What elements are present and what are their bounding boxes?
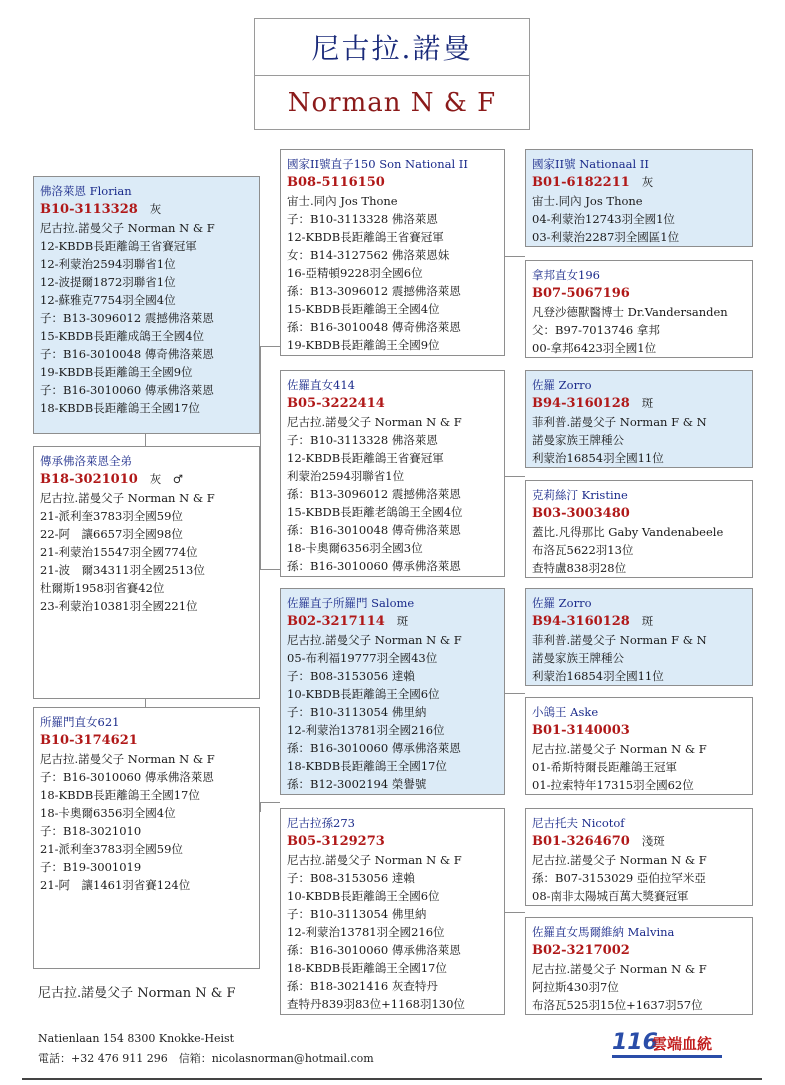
card-line: 子：B08-3153056 達賴	[287, 669, 415, 683]
card-line: 21-派利奎3783羽全國59位	[40, 842, 183, 856]
pigeon-card-granddam	[280, 370, 505, 577]
card-line: 諾曼家族王牌種公	[532, 433, 624, 447]
card-line: 18-卡奧爾6356羽全國3位	[287, 541, 423, 555]
breeder-contact: 電話：+32 476 911 296 信箱：nicolasnorman@hotmail.com	[38, 1052, 374, 1065]
card-line: 21-派利奎3783羽全國59位	[40, 509, 183, 523]
title-chinese: 尼古拉.諾曼	[255, 19, 529, 76]
pigeon-card-ggs-3	[525, 588, 753, 686]
card-header: 克莉絲汀 Kristine	[532, 488, 628, 502]
ring-number: B10-3174621	[40, 733, 138, 748]
pigeon-card-ggd-4	[525, 917, 753, 1015]
card-line: 布洛瓦525羽15位+1637羽57位	[532, 998, 703, 1012]
connector	[505, 912, 525, 913]
connector	[260, 346, 261, 569]
connector	[260, 802, 280, 803]
card-line: 孫：B07-3153029 亞伯拉罕米亞	[532, 871, 706, 885]
card-line: 21-阿 讓1461羽省賽124位	[40, 878, 191, 892]
card-line: 12-KBDB長距離鴿王省賽冠軍	[40, 239, 197, 253]
card-header: 佐羅直女414	[287, 378, 355, 392]
ring-number: B08-5116150	[287, 175, 385, 190]
card-line: 19-KBDB長距離鴿王全國9位	[40, 365, 193, 379]
card-line: 尼古拉.諾曼父子 Norman N & F	[40, 491, 215, 505]
card-line: 子：B10-3113054 佛里納	[287, 907, 427, 921]
card-line: 16-亞精頓9228羽全國6位	[287, 266, 423, 280]
card-line: 19-KBDB長距離鴿王全國9位	[287, 338, 440, 352]
pigeon-card-ggd-2	[525, 480, 753, 578]
title-box	[254, 18, 530, 130]
card-line: 子：B10-3113328 佛洛萊恩	[287, 212, 438, 226]
card-line: 23-利蒙治10381羽全國221位	[40, 599, 198, 613]
pigeon-card-ggs-2	[525, 370, 753, 468]
ring-number: B05-3129273	[287, 834, 385, 849]
card-line: 子：B10-3113054 佛里納	[287, 705, 427, 719]
card-line: 孫：B18-3021416 灰查特丹	[287, 979, 438, 993]
ring-number: B02-3217114 斑	[287, 614, 409, 629]
ring-number: B07-5067196	[532, 286, 630, 301]
card-header: 佐羅 Zorro	[532, 596, 592, 610]
card-line: 18-KBDB長距離鴿王全國17位	[40, 788, 200, 802]
card-line: 利蒙治2594羽聯省1位	[287, 469, 405, 483]
card-line: 12-KBDB長距離鴿王省賽冠軍	[287, 230, 444, 244]
connector	[260, 802, 261, 812]
card-line: 子：B16-3010048 傳奇佛洛萊恩	[40, 347, 214, 361]
card-header: 國家II號 Nationaal II	[532, 157, 649, 171]
card-line: 孫：B13-3096012 震撼佛洛萊恩	[287, 487, 461, 501]
card-line: 04-利蒙治12743羽全國1位	[532, 212, 675, 226]
card-line: 15-KBDB長距離老鴿鴿王全國4位	[287, 505, 463, 519]
card-line: 子：B19-3001019	[40, 860, 142, 874]
card-line: 18-KBDB長距離鴿王全國17位	[287, 961, 447, 975]
pigeon-card-sire	[33, 176, 260, 434]
card-line: 菲利普.諾曼父子 Norman F & N	[532, 633, 707, 647]
card-header: 佛洛萊恩 Florian	[40, 184, 132, 198]
card-line: 孫：B16-3010060 傳承佛洛萊恩	[287, 559, 461, 573]
card-line: 21-利蒙治15547羽全國774位	[40, 545, 198, 559]
card-line: 孫：B16-3010048 傳奇佛洛萊恩	[287, 523, 461, 537]
card-line: 尼古拉.諾曼父子 Norman N & F	[287, 853, 462, 867]
card-line: 18-卡奧爾6356羽全國4位	[40, 806, 176, 820]
card-line: 22-阿 讓6657羽全國98位	[40, 527, 183, 541]
card-line: 18-KBDB長距離鴿王全國17位	[287, 759, 447, 773]
ring-number: B18-3021010 灰 ♂	[40, 472, 184, 487]
connector	[505, 256, 525, 257]
card-line: 子：B10-3113328 佛洛萊恩	[287, 433, 438, 447]
title-english: Norman N & F	[287, 88, 497, 118]
card-line: 菲利普.諾曼父子 Norman F & N	[532, 415, 707, 429]
card-line: 15-KBDB長距離鴿王全國4位	[287, 302, 440, 316]
card-line: 12-波提爾1872羽聯省1位	[40, 275, 176, 289]
card-line: 杜爾斯1958羽省賽42位	[40, 581, 165, 595]
ring-number: B01-3140003	[532, 723, 630, 738]
ring-number: B01-6182211 灰	[532, 175, 654, 190]
bottom-divider	[22, 1078, 762, 1080]
card-line: 21-波 爾34311羽全國2513位	[40, 563, 205, 577]
card-line: 尼古拉.諾曼父子 Norman N & F	[287, 415, 462, 429]
card-line: 尼古拉.諾曼父子 Norman N & F	[532, 962, 707, 976]
card-line: 女：B14-3127562 佛洛萊恩妹	[287, 248, 450, 262]
card-header: 國家II號直子150 Son National II	[287, 157, 468, 171]
pigeon-card-ggs-1	[525, 149, 753, 247]
card-line: 孫：B13-3096012 震撼佛洛萊恩	[287, 284, 461, 298]
card-header: 小鴿王 Aske	[532, 705, 599, 719]
card-line: 父：B97-7013746 拿邦	[532, 323, 660, 337]
ring-number: B01-3264670 淺斑	[532, 834, 665, 849]
card-header: 佐羅直子所羅門 Salome	[287, 596, 415, 610]
card-line: 阿拉斯430羽7位	[532, 980, 619, 994]
card-line: 12-KBDB長距離鴿王省賽冠軍	[287, 451, 444, 465]
logo-number: 116	[612, 1030, 658, 1055]
card-line: 宙士.同內 Jos Thone	[287, 194, 398, 208]
ring-number: B94-3160128 斑	[532, 396, 654, 411]
connector	[260, 569, 280, 570]
card-line: 子：B16-3010060 傳承佛洛萊恩	[40, 770, 214, 784]
card-line: 05-布利福19777羽全國43位	[287, 651, 438, 665]
card-line: 蓋比.凡得那比 Gaby Vandenabeele	[532, 525, 724, 539]
card-header: 傳承佛洛萊恩全弟	[40, 454, 132, 468]
card-line: 12-利蒙治13781羽全國216位	[287, 925, 445, 939]
pigeon-card-granddam-dam	[280, 808, 505, 1015]
card-line: 尼古拉.諾曼父子 Norman N & F	[287, 633, 462, 647]
connector	[505, 476, 525, 477]
breeder-name: 尼古拉.諾曼父子 Norman N & F	[38, 986, 236, 1001]
card-line: 子：B18-3021010	[40, 824, 142, 838]
card-header: 拿邦直女196	[532, 268, 600, 282]
pigeon-card-ggs-4	[525, 808, 753, 906]
card-line: 查特盧838羽28位	[532, 561, 627, 575]
ring-number: B94-3160128 斑	[532, 614, 654, 629]
card-line: 子：B08-3153056 達賴	[287, 871, 415, 885]
card-line: 尼古拉.諾曼父子 Norman N & F	[532, 853, 707, 867]
card-line: 諾曼家族王牌種公	[532, 651, 624, 665]
ring-number: B03-3003480	[532, 506, 630, 521]
card-line: 查特丹839羽83位+1168羽130位	[287, 997, 465, 1011]
card-header: 佐羅直女馬爾維納 Malvina	[532, 925, 675, 939]
card-line: 15-KBDB長距離成鴿王全國4位	[40, 329, 205, 343]
pigeon-card-ggd-1	[525, 260, 753, 358]
card-line: 12-利蒙治13781羽全國216位	[287, 723, 445, 737]
card-header: 佐羅 Zorro	[532, 378, 592, 392]
card-line: 孫：B12-3002194 榮譽號	[287, 777, 427, 791]
connector	[145, 699, 146, 707]
card-header: 尼古拉孫273	[287, 816, 355, 830]
pigeon-card-subject	[33, 446, 260, 699]
card-line: 12-利蒙治2594羽聯省1位	[40, 257, 176, 271]
ring-number: B02-3217002	[532, 943, 630, 958]
card-line: 孫：B16-3010048 傳奇佛洛萊恩	[287, 320, 461, 334]
pigeon-card-dam	[33, 707, 260, 969]
connector	[260, 346, 280, 347]
card-line: 01-希斯特爾長距離鴿王冠軍	[532, 760, 678, 774]
card-line: 孫：B16-3010060 傳承佛洛萊恩	[287, 741, 461, 755]
card-line: 子：B13-3096012 震撼佛洛萊恩	[40, 311, 214, 325]
logo-text: 雲端血統	[652, 1035, 713, 1053]
pigeon-card-grandsire	[280, 149, 505, 356]
pigeon-card-grandsire-dam	[280, 588, 505, 795]
logo-underline	[612, 1055, 722, 1058]
card-line: 00-拿邦6423羽全國1位	[532, 341, 657, 355]
card-line: 布洛瓦5622羽13位	[532, 543, 634, 557]
ring-number: B05-3222414	[287, 396, 385, 411]
card-line: 10-KBDB長距離鴿王全國6位	[287, 889, 440, 903]
breeder-address: Natienlaan 154 8300 Knokke-Heist	[38, 1032, 235, 1045]
card-line: 08-南非太陽城百萬大獎賽冠軍	[532, 889, 689, 903]
connector	[145, 434, 146, 446]
ring-number: B10-3113328 灰	[40, 202, 162, 217]
card-line: 宙士.同內 Jos Thone	[532, 194, 643, 208]
card-line: 03-利蒙治2287羽全國區1位	[532, 230, 680, 244]
connector	[505, 693, 525, 694]
brand-logo	[612, 1030, 722, 1056]
card-line: 18-KBDB長距離鴿王全國17位	[40, 401, 200, 415]
card-line: 01-拉索特年17315羽全國62位	[532, 778, 694, 792]
card-line: 子：B16-3010060 傳承佛洛萊恩	[40, 383, 214, 397]
card-line: 12-蘇雅克7754羽全國4位	[40, 293, 176, 307]
card-line: 尼古拉.諾曼父子 Norman N & F	[532, 742, 707, 756]
card-line: 凡登沙德獸醫博士 Dr.Vandersanden	[532, 305, 728, 319]
card-line: 利蒙治16854羽全國11位	[532, 669, 664, 683]
card-line: 孫：B16-3010060 傳承佛洛萊恩	[287, 943, 461, 957]
card-header: 所羅門直女621	[40, 715, 120, 729]
card-line: 10-KBDB長距離鴿王全國6位	[287, 687, 440, 701]
card-line: 尼古拉.諾曼父子 Norman N & F	[40, 752, 215, 766]
card-line: 尼古拉.諾曼父子 Norman N & F	[40, 221, 215, 235]
pigeon-card-ggd-3	[525, 697, 753, 795]
card-line: 利蒙治16854羽全國11位	[532, 451, 664, 465]
card-header: 尼古托夫 Nicotof	[532, 816, 625, 830]
